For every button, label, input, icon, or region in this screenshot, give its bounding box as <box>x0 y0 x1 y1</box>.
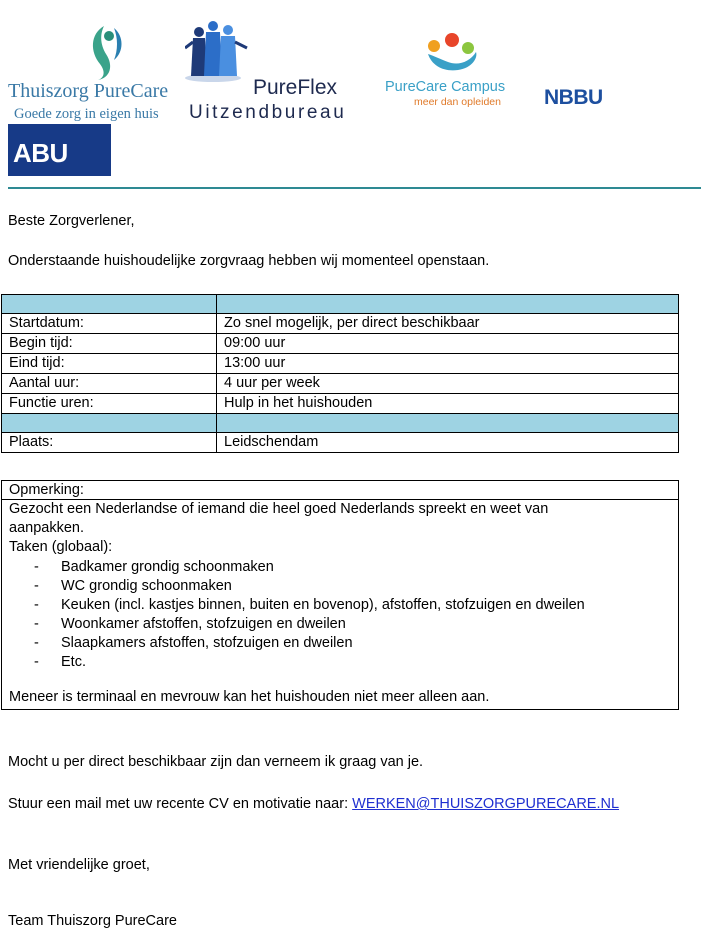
logo-pureflex <box>185 18 367 126</box>
abu-logo-text: ABU <box>13 138 68 168</box>
pureflex-brand-text: PureFlex <box>253 76 338 99</box>
table-row-location <box>2 433 679 453</box>
campus-tagline: meer dan opleiden <box>414 96 501 108</box>
bullet-dash: - <box>34 597 39 613</box>
bullet-dash: - <box>34 616 39 632</box>
row-label: Functie uren: <box>2 394 217 414</box>
table-row <box>2 394 679 414</box>
task-item: Keuken (incl. kastjes binnen, buiten en bovenop), afstoffen, stofzuigen en dweilen <box>61 597 585 613</box>
remark-note: Meneer is terminaal en mevrouw kan het huishouden niet meer alleen aan. <box>9 689 490 705</box>
availability-text: Mocht u per direct beschikbaar zijn dan verneem ik graag van je. <box>8 754 424 770</box>
remark-heading: Opmerking: <box>9 482 84 498</box>
closing-text: Met vriendelijke groet, <box>8 857 150 873</box>
table-row <box>2 374 679 394</box>
table-row <box>2 334 679 354</box>
intro-text: Onderstaande huishoudelijke zorgvraag hebben wij momenteel openstaan. <box>8 253 490 269</box>
header-divider <box>8 187 701 189</box>
row-value: 13:00 uur <box>217 354 679 374</box>
task-item: Slaapkamers afstoffen, stofzuigen en dweilen <box>61 635 353 651</box>
mail-prompt: Stuur een mail met uw recente CV en motivatie naar: <box>8 796 349 812</box>
details-table <box>1 294 679 453</box>
purecare-brand-text: Thuiszorg PureCare <box>8 80 169 102</box>
greeting: Beste Zorgverlener, <box>8 213 135 229</box>
mail-instruction <box>8 796 619 812</box>
row-value: Hulp in het huishouden <box>217 394 679 414</box>
bullet-dash: - <box>34 654 39 670</box>
remark-header <box>2 481 678 500</box>
row-label: Startdatum: <box>2 314 217 334</box>
row-value: 4 uur per week <box>217 374 679 394</box>
location-label: Plaats: <box>2 433 217 453</box>
remark-description-line-1: Gezocht een Nederlandse of iemand die heel goed Nederlands spreekt en weet van <box>9 501 549 517</box>
row-label: Begin tijd: <box>2 334 217 354</box>
purecare-figure-icon <box>6 22 191 82</box>
row-label: Eind tijd: <box>2 354 217 374</box>
campus-figures-icon <box>418 32 508 80</box>
logo-abu <box>8 124 111 176</box>
bullet-dash: - <box>34 578 39 594</box>
table-separator-band <box>2 414 679 433</box>
email-link[interactable]: WERKEN@THUISZORGPURECARE.NL <box>352 796 620 812</box>
task-item: Badkamer grondig schoonmaken <box>61 559 274 575</box>
location-value: Leidschendam <box>217 433 679 453</box>
table-row <box>2 354 679 374</box>
table-header-band <box>2 295 679 314</box>
campus-brand-text: PureCare Campus <box>385 79 506 95</box>
remark-box <box>1 480 679 710</box>
row-label: Aantal uur: <box>2 374 217 394</box>
purecare-tagline: Goede zorg in eigen huis <box>14 106 159 122</box>
task-item: Woonkamer afstoffen, stofzuigen en dweilen <box>61 616 346 632</box>
logo-purecare-campus <box>384 32 514 112</box>
logo-thuiszorg-purecare <box>6 22 191 124</box>
tasks-heading: Taken (globaal): <box>9 539 113 555</box>
task-item: Etc. <box>61 654 86 670</box>
bullet-dash: - <box>34 559 39 575</box>
task-item: WC grondig schoonmaken <box>61 578 232 594</box>
signature: Team Thuiszorg PureCare <box>8 913 177 929</box>
table-row <box>2 314 679 334</box>
logo-nbbu: NBBU <box>544 86 603 109</box>
remark-description-line-2: aanpakken. <box>9 520 84 536</box>
row-value: 09:00 uur <box>217 334 679 354</box>
bullet-dash: - <box>34 635 39 651</box>
row-value: Zo snel mogelijk, per direct beschikbaar <box>217 314 679 334</box>
pureflex-tagline: Uitzendbureau <box>189 102 347 123</box>
